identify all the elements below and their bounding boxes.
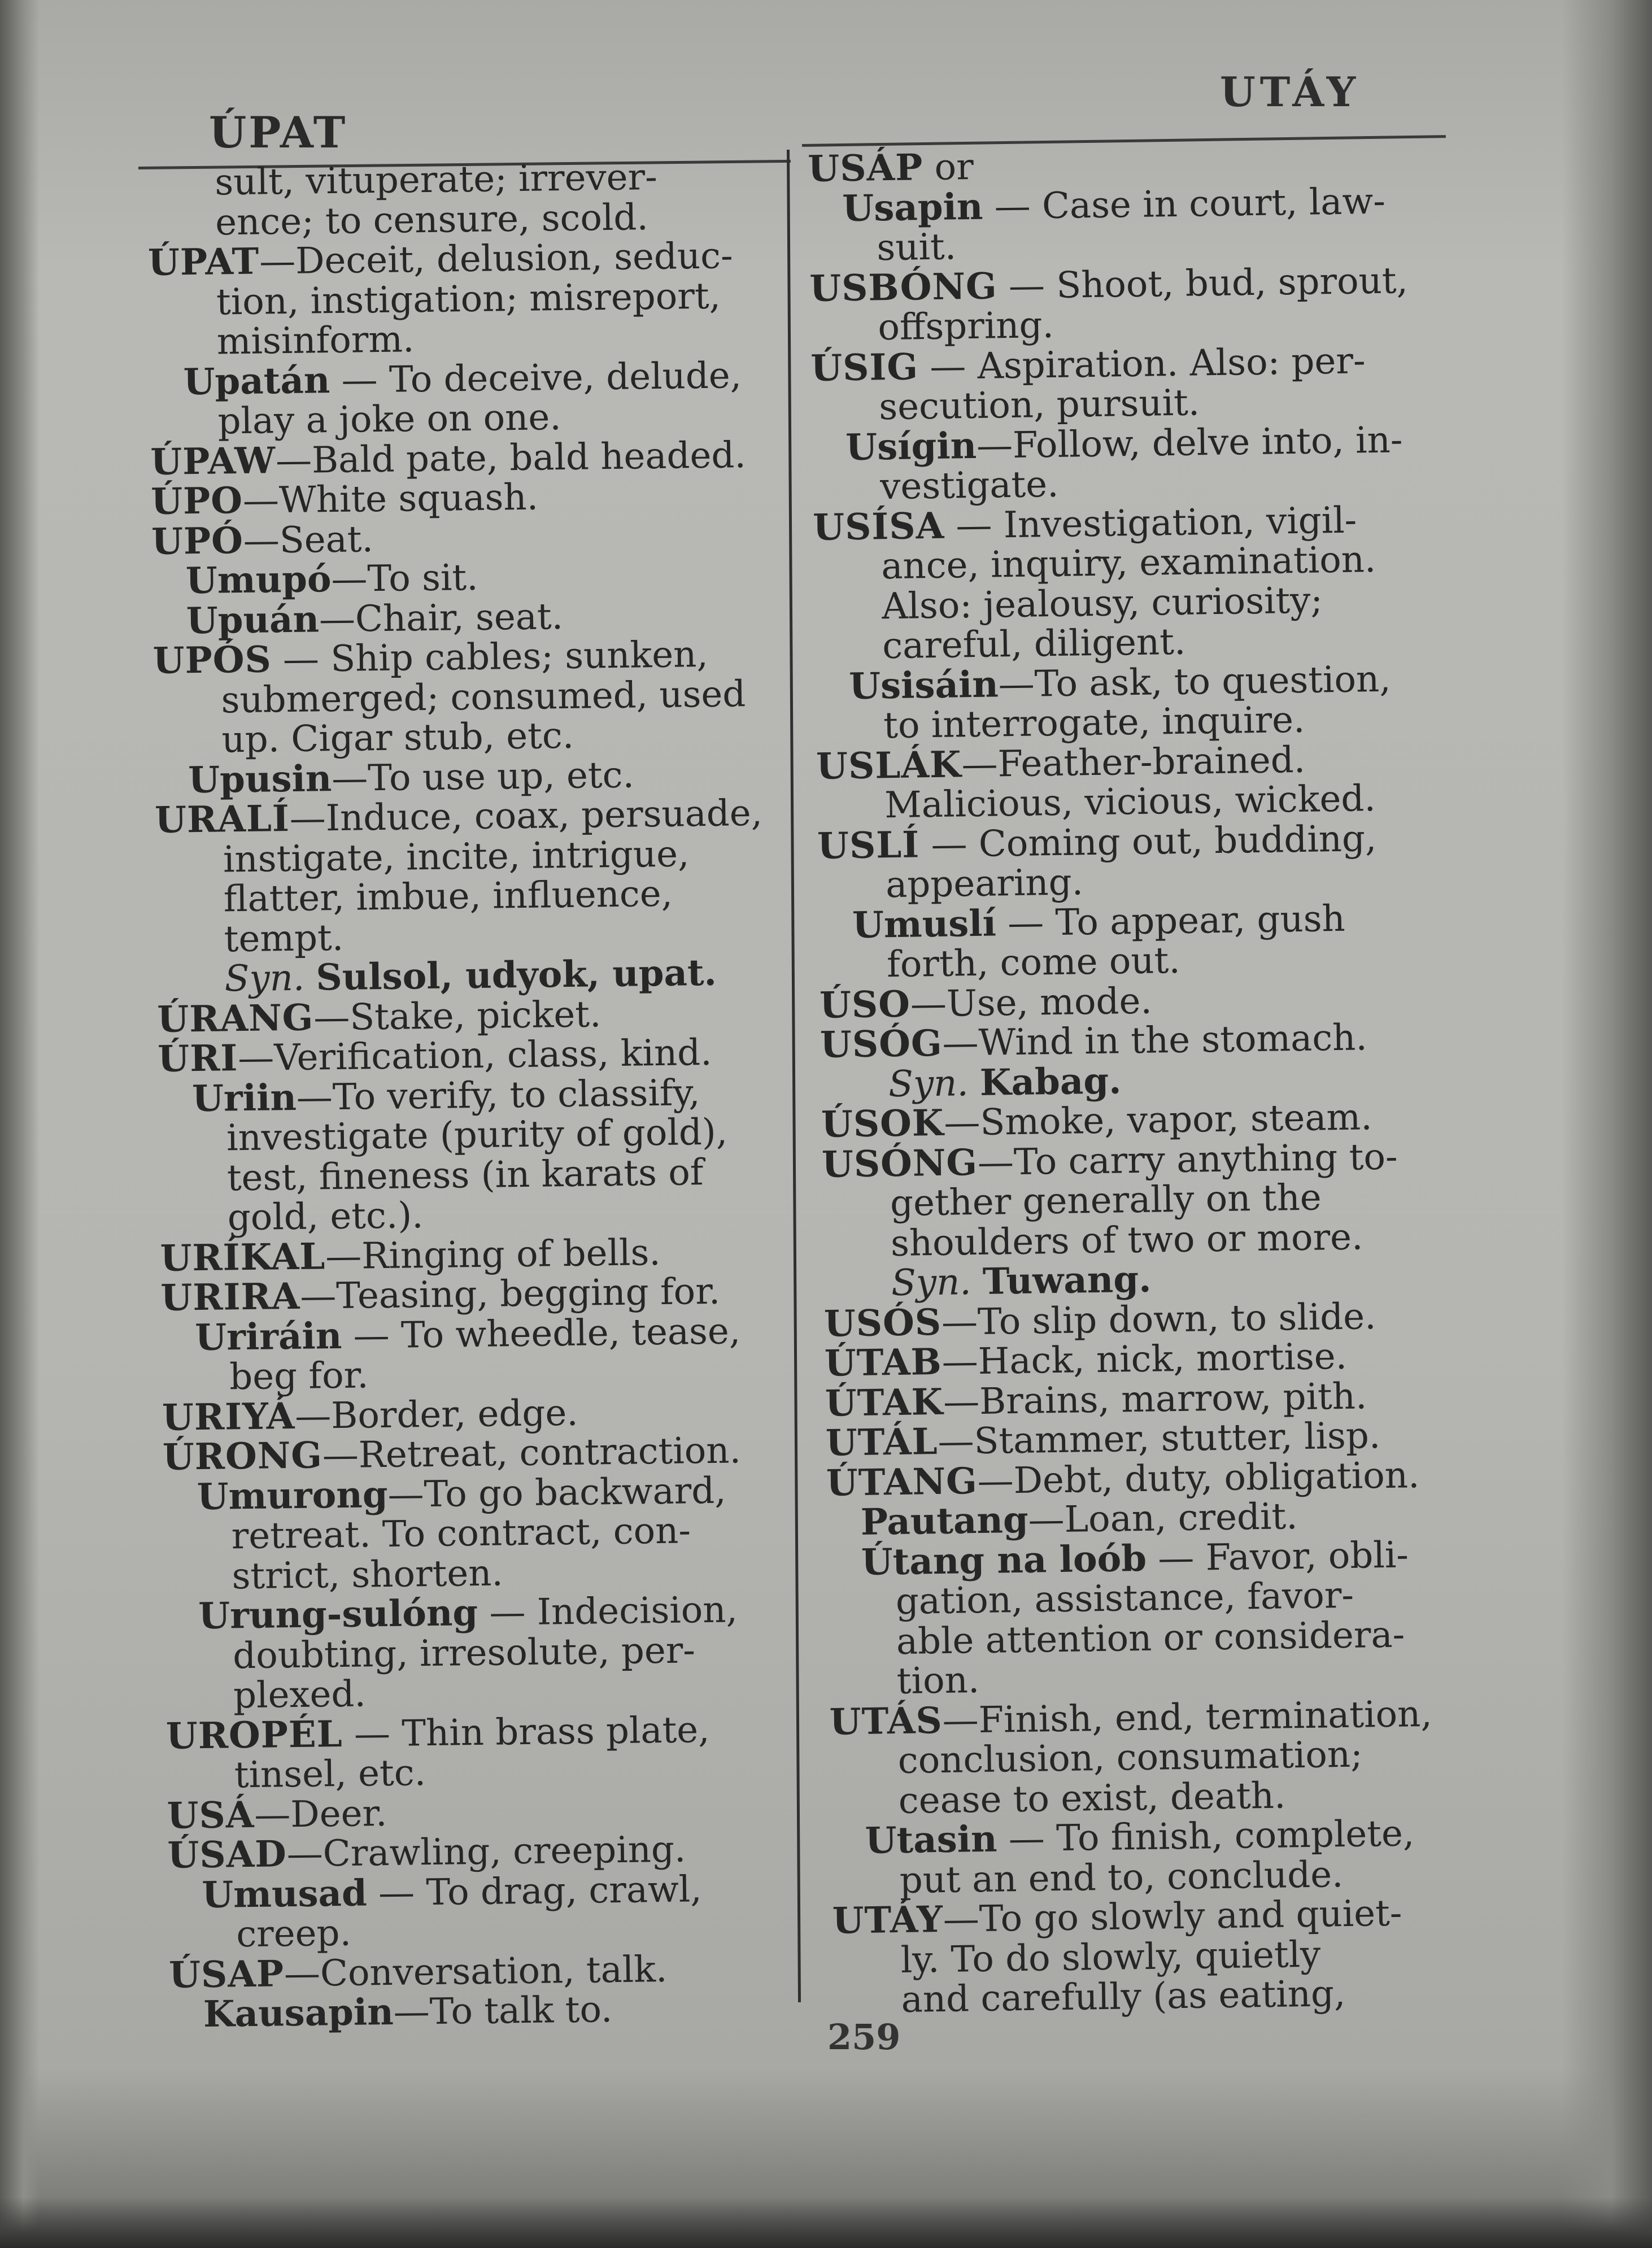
- definition-text: —Induce, coax, persuade,: [289, 792, 763, 840]
- definition-text: vestigate.: [879, 463, 1059, 508]
- definition-text: beg for.: [229, 1354, 369, 1399]
- entry-line: [827, 1534, 1505, 1583]
- headword: USBÓNG: [809, 264, 998, 310]
- headword: URIRA: [160, 1275, 300, 1319]
- definition-text: gation, assistance, favor-: [895, 1574, 1354, 1623]
- entry-line: [150, 435, 778, 482]
- definition-text: plexed.: [233, 1673, 367, 1717]
- page-edge-shadow: [1562, 0, 1652, 2248]
- entry-line: [168, 1908, 796, 1955]
- definition-text: up. Cigar stub, etc.: [221, 715, 574, 761]
- entry-line: [151, 515, 779, 562]
- headword: URALÍ: [154, 798, 290, 842]
- subentry-word: Uriráin: [194, 1314, 342, 1359]
- headword: UROPÉL: [165, 1713, 343, 1758]
- subentry-word: Usapin: [842, 185, 983, 230]
- definition-text: or: [922, 146, 974, 189]
- definition-text: —To go backward,: [387, 1470, 727, 1516]
- subentry-word: Urung-sulóng: [198, 1592, 478, 1638]
- definition-text: creep.: [236, 1912, 352, 1956]
- entry-line: [159, 1152, 787, 1199]
- definition-text: —To sit.: [331, 556, 478, 601]
- subentry-word: Umupó: [185, 558, 332, 603]
- definition-text: tion, instigation; misreport,: [216, 275, 721, 324]
- headword: USLÍ: [817, 823, 920, 868]
- synonym-label: Syn.: [891, 1261, 972, 1305]
- headword: URÍKAL: [160, 1235, 326, 1280]
- headword: UPÓS: [152, 638, 272, 682]
- subentry-word: Pautang: [860, 1498, 1029, 1544]
- definition-text: —Verification, class, kind.: [237, 1031, 712, 1080]
- definition-text: — To drag, crawl,: [367, 1868, 703, 1914]
- definition-text: — To wheedle, tease,: [341, 1310, 741, 1357]
- definition-text: —Chair, seat.: [319, 595, 564, 641]
- headword: ÚSIG: [810, 345, 919, 390]
- definition-text: careful, diligent.: [882, 621, 1186, 668]
- definition-text: misinform.: [216, 319, 415, 363]
- headword: ÚSOK: [821, 1101, 945, 1146]
- subentry-word: Kausapin: [203, 1990, 394, 2036]
- entry-line: [169, 1948, 796, 1996]
- headword: URIYÁ: [162, 1395, 295, 1439]
- definition-text: —Stake, picket.: [313, 993, 601, 1039]
- synonym-words: Sulsol, udyok, upat.: [316, 951, 717, 999]
- right-column: [808, 140, 1511, 2021]
- entry-line: [164, 1589, 792, 1637]
- definition-text: able attention or considera-: [896, 1613, 1405, 1663]
- entry-line: [159, 1191, 787, 1239]
- definition-text: offspring.: [877, 304, 1054, 349]
- scan-bottom-shadow: [0, 2197, 1652, 2248]
- entry-line: [149, 355, 777, 403]
- definition-text: —Crawling, creeping.: [286, 1828, 686, 1876]
- entry-line: [161, 1311, 788, 1358]
- headword: UTÁL: [825, 1421, 939, 1465]
- headword: USÍSA: [812, 504, 945, 549]
- definition-text: — Aspiration. Also: per-: [918, 339, 1366, 388]
- definition-text: instigate, incite, intrigue,: [223, 833, 690, 881]
- subentry-word: Umuslí: [852, 901, 997, 947]
- headword: USÓNG: [821, 1141, 978, 1186]
- headword: UPÓ: [151, 519, 244, 563]
- definition-text: cease to exist, death.: [898, 1774, 1286, 1822]
- definition-text: —To carry anything to-: [977, 1136, 1398, 1184]
- definition-text: to interrogate, inquire.: [883, 699, 1305, 747]
- headword: ÚTAK: [825, 1380, 944, 1425]
- definition-text: suit.: [876, 226, 957, 269]
- definition-text: submerged; consumed, used: [221, 673, 746, 721]
- entry-line: [833, 1972, 1511, 2021]
- entry-line: [152, 554, 779, 602]
- definition-text: tion.: [896, 1659, 980, 1703]
- definition-text: —Ringing of bells.: [325, 1231, 661, 1278]
- synonym-label: Syn.: [224, 957, 305, 1000]
- subentry-word: Umusad: [201, 1871, 368, 1916]
- definition-text: —Retreat, contraction.: [322, 1430, 742, 1477]
- subentry-word: Útang na loób: [861, 1537, 1147, 1584]
- headword: USÁP: [807, 146, 923, 190]
- subentry-word: Uriin: [191, 1076, 297, 1120]
- definition-text: gold, etc.).: [227, 1195, 424, 1239]
- definition-text: —To talk to.: [393, 1989, 613, 2033]
- headword: USÓS: [823, 1301, 942, 1345]
- entry-line: [154, 713, 781, 761]
- headword: ÚPAW: [150, 439, 276, 483]
- definition-text: —To ask, to question,: [998, 658, 1392, 705]
- definition-text: —To use up, etc.: [331, 754, 635, 800]
- left-guide-word: ÚPAT: [209, 107, 348, 158]
- definition-text: —Use, mode.: [910, 980, 1153, 1026]
- entry-line: [828, 1613, 1506, 1662]
- definition-text: — Investigation, vigil-: [944, 499, 1357, 547]
- headword: UTÁS: [829, 1699, 943, 1744]
- definition-text: —Finish, end, termination,: [942, 1693, 1433, 1742]
- entry-line: [166, 1749, 794, 1796]
- definition-text: —Stammer, stutter, lisp.: [938, 1415, 1381, 1463]
- definition-text: — Indecision,: [477, 1589, 738, 1635]
- definition-text: —Deceit, delusion, seduc-: [259, 235, 734, 283]
- entry-line: [809, 260, 1488, 309]
- definition-text: Also: jealousy, curiosity;: [881, 579, 1323, 628]
- definition-text: — Favor, obli-: [1146, 1533, 1409, 1580]
- headword: USÓG: [820, 1022, 943, 1066]
- definition-text: shoulders of two or more.: [890, 1216, 1363, 1265]
- headword: ÚRI: [157, 1037, 238, 1081]
- headword: USLÁK: [816, 743, 962, 788]
- headword: ÚSO: [819, 983, 911, 1027]
- entry-line: [808, 180, 1487, 229]
- definition-text: sult, vituperate; irrever-: [214, 156, 658, 204]
- definition-text: gether generally on the: [890, 1177, 1322, 1225]
- entry-line: [169, 1988, 797, 2035]
- definition-text: — Case in court, law-: [982, 180, 1386, 228]
- subentry-word: Utasin: [865, 1818, 998, 1862]
- definition-text: [968, 1062, 980, 1104]
- entry-line: [153, 674, 781, 721]
- entry-line: [149, 276, 776, 323]
- definition-text: —To verify, to classify,: [296, 1071, 700, 1119]
- entry-line: [166, 1709, 794, 1757]
- definition-text: —Feather-brained.: [961, 739, 1306, 786]
- synonym-words: Kabag.: [979, 1059, 1122, 1104]
- definition-text: —Teasing, begging for.: [299, 1270, 721, 1318]
- entry-line: [156, 952, 784, 1000]
- spine-shadow: [0, 0, 40, 2248]
- headword: ÚRANG: [157, 996, 314, 1041]
- definition-text: ly. To do slowly, quietly: [900, 1933, 1321, 1981]
- definition-text: [971, 1261, 983, 1303]
- subentry-word: Upuán: [186, 598, 320, 642]
- right-guide-word: UTÁY: [1220, 68, 1361, 116]
- entry-line: [167, 1789, 794, 1836]
- headword: ÚTAB: [824, 1340, 943, 1385]
- entry-line: [163, 1510, 791, 1557]
- definition-text: retreat. To contract, con-: [231, 1510, 691, 1558]
- definition-text: —To slip down, to slide.: [941, 1295, 1376, 1344]
- definition-text: — Ship cables; sunken,: [271, 633, 709, 681]
- definition-text: appearing.: [885, 861, 1084, 907]
- definition-text: put an end to, conclude.: [899, 1853, 1344, 1902]
- entry-line: [165, 1630, 792, 1677]
- definition-text: investigate (purity of gold),: [226, 1111, 728, 1160]
- headword: USÁ: [167, 1793, 255, 1837]
- definition-text: strict, shorten.: [232, 1552, 504, 1597]
- subentry-word: Umurong: [197, 1473, 389, 1518]
- definition-text: conclusion, consumation;: [897, 1733, 1363, 1783]
- definition-text: and carefully (as eating,: [901, 1973, 1346, 2022]
- entry-line: [151, 474, 778, 522]
- definition-text: —Conversation, talk.: [284, 1948, 668, 1995]
- definition-text: —Debt, duty, obligation.: [977, 1454, 1420, 1502]
- definition-text: play a joke on one.: [217, 397, 562, 443]
- page-number: 259: [827, 2016, 901, 2058]
- definition-text: —Follow, delve into, in-: [976, 419, 1403, 467]
- definition-text: — Thin brass plate,: [342, 1709, 710, 1755]
- entry-line: [812, 419, 1490, 468]
- definition-text: flatter, imbue, influence,: [223, 873, 673, 921]
- definition-text: ance, inquiry, examination.: [881, 539, 1376, 588]
- headword: UTÁY: [832, 1898, 944, 1942]
- definition-text: —Bald pate, bald headed.: [275, 434, 747, 482]
- entry-line: [831, 1813, 1509, 1862]
- definition-text: doubting, irresolute, per-: [232, 1629, 696, 1677]
- subentry-word: Usisáin: [848, 663, 999, 708]
- headword: ÚTANG: [826, 1460, 978, 1505]
- definition-text: — To deceive, delude,: [329, 354, 742, 402]
- headword: ÚSAD: [167, 1833, 287, 1877]
- definition-text: secution, pursuit.: [878, 382, 1200, 429]
- definition-text: test, fineness (in karats of: [226, 1151, 704, 1199]
- synonym-label: Syn.: [888, 1062, 969, 1105]
- definition-text: — Shoot, bud, sprout,: [997, 259, 1409, 307]
- definition-text: —Hack, nick, mortise.: [941, 1335, 1348, 1383]
- entry-line: [147, 156, 774, 203]
- definition-text: tempt.: [224, 917, 344, 960]
- subentry-word: Usígin: [845, 424, 977, 469]
- definition-text: ence; to censure, scold.: [215, 196, 649, 244]
- definition-text: — To finish, complete,: [997, 1813, 1415, 1861]
- left-column: [147, 156, 796, 2035]
- definition-text: —Seat.: [243, 518, 374, 562]
- entry-line: [156, 873, 783, 920]
- definition-text: —Loan, credit.: [1028, 1496, 1298, 1541]
- entry-line: [826, 1454, 1504, 1504]
- entry-line: [155, 833, 783, 881]
- synonym-words: Tuwang.: [982, 1258, 1152, 1303]
- headword: ÚSAP: [168, 1952, 285, 1997]
- definition-text: — Coming out, budding,: [919, 817, 1377, 866]
- definition-text: Malicious, vicious, wicked.: [884, 778, 1376, 827]
- subentry-word: Upusin: [188, 757, 332, 801]
- definition-text: —Wind in the stomach.: [942, 1017, 1368, 1065]
- headword: ÚPAT: [147, 240, 260, 284]
- entry-line: [829, 1693, 1507, 1742]
- definition-text: —Deer.: [254, 1792, 387, 1836]
- definition-text: tinsel, etc.: [234, 1752, 426, 1797]
- entry-line: [162, 1350, 789, 1398]
- entry-line: [163, 1470, 790, 1518]
- definition-text: —Smoke, vapor, steam.: [943, 1096, 1373, 1144]
- headword: ÚPO: [150, 479, 243, 523]
- entry-line: [168, 1868, 795, 1916]
- definition-text: —To go slowly and quiet-: [943, 1892, 1402, 1941]
- definition-text: forth, come out.: [886, 939, 1181, 986]
- definition-text: —Brains, marrow, pith.: [943, 1375, 1367, 1423]
- definition-text: [304, 957, 316, 999]
- definition-text: —Border, edge.: [294, 1392, 578, 1437]
- headword: ÚRONG: [162, 1434, 323, 1479]
- subentry-word: Upatán: [183, 359, 330, 403]
- definition-text: —White squash.: [242, 476, 539, 522]
- definition-text: — To appear, gush: [996, 898, 1346, 944]
